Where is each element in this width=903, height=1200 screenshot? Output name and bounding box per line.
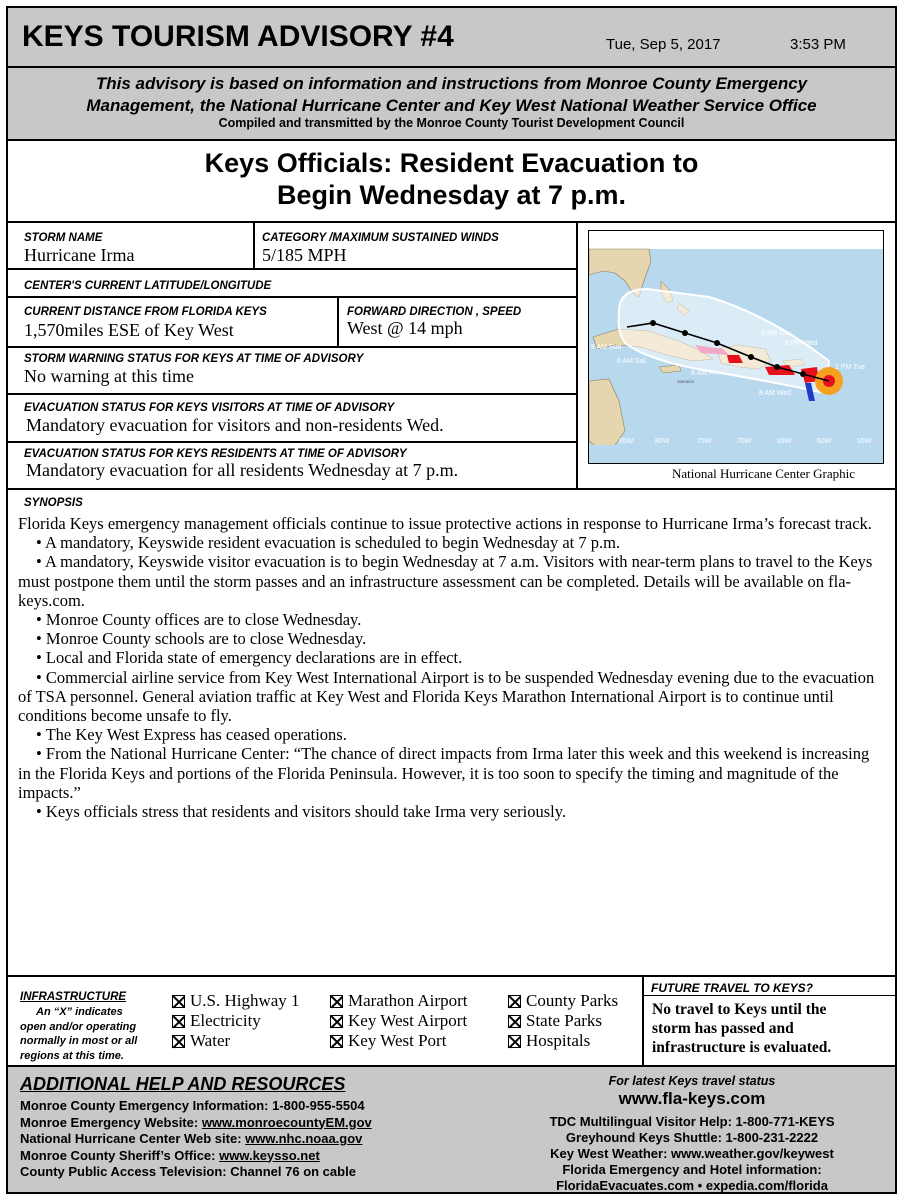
tdc-help-line: TDC Multilingual Visitor Help: 1-800-771-KEYS bbox=[549, 1114, 835, 1129]
track-point-4 bbox=[714, 340, 720, 346]
synopsis-bullet: • Commercial airline service from Key West International Airport is to be suspended Wednesday evening due to the evacuation of TSA personnel. General aviation traffic at Key West and Florida Keys Marathon International Airport is to continue until conditions become unsafe to fly. bbox=[18, 667, 875, 726]
infrastructure-note-line: normally in most or all bbox=[20, 1035, 138, 1047]
row-divider-4 bbox=[8, 393, 577, 395]
evacuates-line: FloridaEvacuates.com • expedia.com/florida bbox=[556, 1178, 828, 1193]
header-divider bbox=[8, 66, 895, 68]
synopsis-bullet: • Monroe County schools are to close Wednesday. bbox=[36, 629, 367, 649]
checked-box-icon bbox=[508, 995, 521, 1008]
checked-box-icon bbox=[508, 1035, 521, 1048]
infra-item-label: Marathon Airport bbox=[348, 991, 468, 1010]
infra-item-electricity bbox=[172, 1011, 300, 1031]
storm-table-right-border bbox=[576, 222, 578, 488]
infra-column-3 bbox=[508, 991, 618, 1051]
infra-item-state-parks bbox=[508, 1011, 618, 1031]
synopsis-bottom-divider bbox=[8, 975, 895, 977]
headline-line-2: Begin Wednesday at 7 p.m. bbox=[276, 180, 627, 210]
infra-item-label: County Parks bbox=[526, 991, 619, 1010]
synopsis-bullet: • Keys officials stress that residents and visitors should take Irma very seriously. bbox=[36, 802, 567, 822]
checked-box-icon bbox=[172, 995, 185, 1008]
advisory-title: KEYS TOURISM ADVISORY #4 bbox=[22, 20, 454, 53]
future-travel-line: No travel to Keys until the bbox=[652, 1001, 827, 1018]
map-label-tue: 2 PM Tue bbox=[835, 364, 865, 371]
infra-item-label: U.S. Highway 1 bbox=[190, 991, 300, 1010]
nhc-link[interactable]: www.nhc.noaa.gov bbox=[245, 1131, 363, 1146]
infrastructure-note-line: open and/or operating bbox=[20, 1020, 137, 1033]
advisory-date: Tue, Sep 5, 2017 bbox=[606, 36, 721, 53]
intro-line-1: This advisory is based on information and instructions from Monroe County Emergency bbox=[95, 74, 808, 93]
storm-name-value: Hurricane Irma bbox=[24, 245, 135, 265]
weather-line: Key West Weather: www.weather.gov/keywest bbox=[550, 1146, 834, 1161]
infra-item-water bbox=[172, 1031, 300, 1051]
resource-item bbox=[20, 1098, 372, 1115]
synopsis-body bbox=[18, 514, 884, 821]
infra-item-highway bbox=[172, 991, 300, 1011]
future-travel-body bbox=[652, 1000, 831, 1057]
resource-text: Monroe County Emergency Information: 1-800-955-5504 bbox=[20, 1098, 365, 1113]
lon-80w: 80W bbox=[655, 438, 670, 445]
jamaica bbox=[659, 365, 681, 373]
visitors-evac-value: Mandatory evacuation for visitors and non-residents Wed. bbox=[26, 415, 444, 435]
infra-column-2 bbox=[330, 991, 467, 1051]
greyhound-line: Greyhound Keys Shuttle: 1-800-231-2222 bbox=[565, 1130, 819, 1145]
advisory-time: 3:53 PM bbox=[790, 36, 846, 53]
visitors-evac-label: EVACUATION STATUS FOR KEYS VISITORS AT TIME OF ADVISORY bbox=[24, 402, 395, 414]
map-graphic bbox=[589, 231, 883, 463]
category-value: 5/185 MPH bbox=[262, 245, 347, 265]
resources-list bbox=[20, 1098, 372, 1181]
lon-75w: 75W bbox=[697, 438, 712, 445]
storm-name-label: STORM NAME bbox=[24, 232, 103, 244]
residents-evac-label: EVACUATION STATUS FOR KEYS RESIDENTS AT TIME OF ADVISORY bbox=[24, 448, 407, 460]
row-divider-1 bbox=[8, 268, 577, 270]
resources-top-divider bbox=[8, 1065, 895, 1067]
map-bottom-strip bbox=[589, 445, 883, 463]
future-travel-line: infrastructure is evaluated. bbox=[652, 1039, 832, 1056]
future-travel-label: FUTURE TRAVEL TO KEYS? bbox=[651, 981, 814, 995]
headline-line-1: Keys Officials: Resident Evacuation to bbox=[204, 148, 699, 178]
lon-55w: 55W bbox=[857, 438, 872, 445]
row-divider-5 bbox=[8, 441, 577, 443]
infra-item-county-parks bbox=[508, 991, 618, 1011]
map-label-fri: 8 AM Fri bbox=[691, 370, 718, 377]
synopsis-label: SYNOPSIS bbox=[24, 497, 83, 509]
resource-item bbox=[20, 1131, 372, 1148]
map-label-sat: 8 AM Sat bbox=[617, 358, 646, 365]
infra-column-1 bbox=[172, 991, 300, 1051]
distance-value: 1,570miles ESE of Key West bbox=[24, 320, 234, 340]
infrastructure-note-line: An “X” indicates bbox=[36, 1006, 123, 1018]
infra-item-key-west-airport bbox=[330, 1011, 467, 1031]
resource-item bbox=[20, 1148, 372, 1165]
infrastructure-note-line: regions at this time. bbox=[20, 1049, 124, 1062]
emergency-hotel-line: Florida Emergency and Hotel information: bbox=[562, 1162, 822, 1177]
row-divider-2 bbox=[8, 296, 577, 298]
infra-item-label: State Parks bbox=[526, 1011, 603, 1030]
checked-box-icon bbox=[508, 1015, 521, 1028]
resource-item bbox=[20, 1164, 372, 1181]
distance-divider bbox=[337, 297, 339, 347]
map-label-sun: 8 AM Sun bbox=[591, 344, 622, 351]
infra-item-label: Water bbox=[190, 1031, 231, 1050]
lon-65w: 65W bbox=[777, 438, 792, 445]
resources-label: ADDITIONAL HELP AND RESOURCES bbox=[20, 1074, 346, 1094]
infra-item-label: Key West Port bbox=[348, 1031, 447, 1050]
checked-box-icon bbox=[330, 1035, 343, 1048]
track-point-5 bbox=[682, 330, 688, 336]
direction-label: FORWARD DIRECTION , SPEED bbox=[347, 306, 522, 318]
track-point-3 bbox=[748, 354, 754, 360]
synopsis-bullet: • Monroe County offices are to close Wednesday. bbox=[36, 610, 362, 630]
infrastructure-label: INFRASTRUCTURE bbox=[20, 991, 127, 1003]
info-bottom-divider bbox=[8, 488, 895, 490]
synopsis-bullet: • A mandatory, Keyswide resident evacuation is scheduled to begin Wednesday at 7 p.m. bbox=[36, 533, 621, 553]
residents-evac-value: Mandatory evacuation for all residents Wednesday at 7 p.m. bbox=[26, 460, 459, 480]
hurricane-track-map bbox=[588, 230, 884, 464]
resource-text: Monroe Emergency Website: bbox=[20, 1114, 202, 1130]
map-label-thu: 8 AM Thu bbox=[761, 330, 791, 337]
checked-box-icon bbox=[172, 1015, 185, 1028]
infra-item-key-west-port bbox=[330, 1031, 467, 1051]
synopsis-bullet: • From the National Hurricane Center: “The chance of direct impacts from Irma later this week and this weekend is increasing in the Florida Keys and portions of the Florida Peninsula. However, it is too soon to specify the timing and magnitude of the impacts.” bbox=[18, 744, 870, 802]
future-travel-divider bbox=[643, 995, 895, 996]
headline-divider bbox=[8, 221, 895, 223]
latlon-label: CENTER'S CURRENT LATITUDE/LONGITUDE bbox=[24, 280, 272, 292]
map-label-jamaica: Jamaica bbox=[677, 379, 694, 384]
checked-box-icon bbox=[172, 1035, 185, 1048]
track-point-1 bbox=[800, 371, 806, 377]
infrastructure-note bbox=[20, 1005, 137, 1063]
infra-item-marathon-airport bbox=[330, 991, 467, 1011]
infra-item-label: Hospitals bbox=[526, 1031, 591, 1050]
resource-item bbox=[20, 1115, 372, 1132]
warning-value: No warning at this time bbox=[24, 366, 194, 386]
infra-item-label: Key West Airport bbox=[348, 1011, 468, 1030]
resource-text: National Hurricane Center Web site: bbox=[20, 1131, 246, 1146]
compiled-by: Compiled and transmitted by the Monroe County Tourist Development Council bbox=[218, 116, 685, 130]
header-bottom-divider bbox=[8, 139, 895, 141]
warning-label: STORM WARNING STATUS FOR KEYS AT TIME OF ADVISORY bbox=[24, 353, 364, 365]
track-point-2 bbox=[774, 364, 780, 370]
intro-line-2: Management, the National Hurricane Center and Key West National Weather Service Office bbox=[86, 96, 817, 115]
track-point-6 bbox=[650, 320, 656, 326]
map-caption: National Hurricane Center Graphic bbox=[672, 466, 856, 481]
storm-name-divider bbox=[253, 222, 255, 269]
map-label-8pm-wed: 8 PM Wed bbox=[785, 340, 818, 347]
resource-text: Monroe County Sheriff’s Office: bbox=[20, 1147, 220, 1163]
synopsis-bullet: • A mandatory, Keyswide visitor evacuation is to begin Wednesday at 7 a.m. Visitors with near-term plans to travel to the Keys must postpone them until the storm passes and an infrastructure assessment can be completed. Details will be available on fla-keys.com. bbox=[18, 552, 873, 610]
infra-right-border bbox=[642, 976, 644, 1066]
resource-text: County Public Access Television: Channel 76 on cable bbox=[20, 1164, 356, 1179]
infra-item-hospitals bbox=[508, 1031, 618, 1051]
synopsis-bullet: • Local and Florida state of emergency declarations are in effect. bbox=[36, 648, 463, 668]
map-label-8am-wed: 8 AM Wed bbox=[759, 390, 792, 397]
lon-70w: 70W bbox=[737, 438, 752, 445]
checked-box-icon bbox=[330, 1015, 343, 1028]
infra-item-label: Electricity bbox=[190, 1011, 261, 1030]
row-divider-3 bbox=[8, 346, 577, 348]
lon-60w: 60W bbox=[817, 438, 832, 445]
fla-keys-website[interactable]: www.fla-keys.com bbox=[618, 1089, 766, 1108]
synopsis-bullet: • The Key West Express has ceased operations. bbox=[36, 725, 347, 745]
lon-85w: 85W bbox=[619, 438, 634, 445]
direction-value: West @ 14 mph bbox=[347, 318, 463, 338]
category-label: CATEGORY /MAXIMUM SUSTAINED WINDS bbox=[262, 232, 499, 244]
checked-box-icon bbox=[330, 995, 343, 1008]
travel-status-label: For latest Keys travel status bbox=[608, 1074, 776, 1088]
synopsis-paragraph: Florida Keys emergency management officials continue to issue protective actions in response to Hurricane Irma’s forecast track. bbox=[18, 514, 872, 533]
map-top-strip bbox=[589, 231, 883, 249]
future-travel-line: storm has passed and bbox=[652, 1020, 794, 1037]
sheriff-link[interactable]: www.keysso.net bbox=[219, 1147, 320, 1163]
resources-right-column bbox=[502, 1073, 882, 1194]
distance-label: CURRENT DISTANCE FROM FLORIDA KEYS bbox=[24, 306, 267, 318]
monroe-emergency-link[interactable]: www.monroecountyEM.gov bbox=[201, 1114, 372, 1130]
